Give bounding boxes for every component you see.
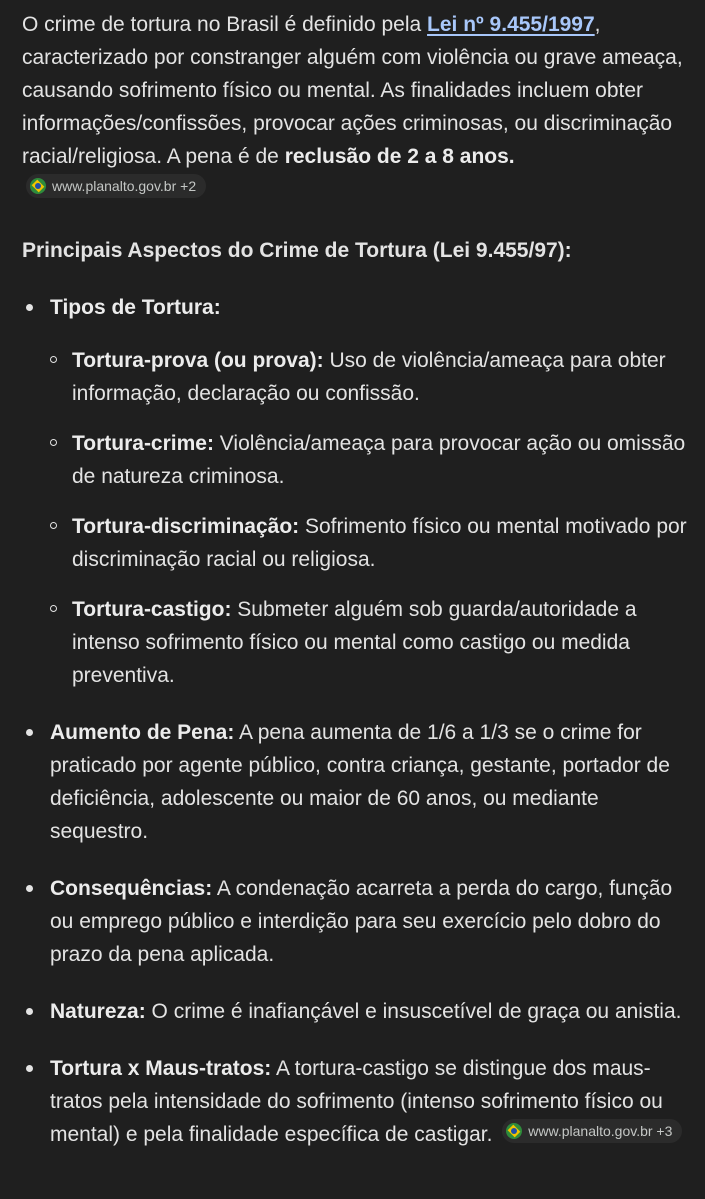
penalty-text: reclusão de 2 a 8 anos. (284, 145, 515, 168)
subitem-label: Tortura-castigo: (72, 598, 232, 621)
item-text: A tortura-castigo se distingue dos maus-tratos pela intensidade do sofrimento (intenso sofrimento físico ou mental) e pela finalidade específica de castigar. (50, 1057, 663, 1146)
subitem-label: Tortura-discriminação: (72, 515, 300, 538)
list-item-natureza (22, 995, 687, 1028)
list-item-aumento (22, 716, 687, 848)
sublist-item (50, 427, 687, 493)
intro-paragraph (22, 8, 687, 206)
aspects-list (22, 291, 687, 1151)
section-title: Principais Aspectos do Crime de Tortura (Lei 9.455/97): (22, 239, 572, 262)
list-item-consequencias (22, 872, 687, 971)
subitem-text: Violência/ameaça para provocar ação ou omissão de natureza criminosa. (72, 432, 686, 488)
brazil-flag-icon (30, 178, 46, 194)
item-label: Tipos de Tortura: (50, 296, 221, 319)
item-text: A condenação acarreta a perda do cargo, função ou emprego público e interdição para seu exercício pelo dobro do prazo da pena aplicada. (50, 877, 673, 966)
subitem-label: Tortura-prova (ou prova): (72, 349, 324, 372)
tipos-sublist (50, 344, 687, 692)
item-label: Natureza: (50, 1000, 146, 1023)
sublist-item (50, 344, 687, 410)
item-label: Aumento de Pena: (50, 721, 235, 744)
item-text: O crime é inafiançável e insuscetível de graça ou anistia. (145, 1000, 682, 1023)
law-link[interactable]: Lei nº 9.455/1997 (427, 13, 595, 36)
item-label: Tortura x Maus-tratos: (50, 1057, 272, 1080)
source-chip[interactable] (502, 1119, 682, 1143)
sublist-item (50, 510, 687, 576)
sublist-item (50, 593, 687, 692)
subitem-text: Uso de violência/ameaça para obter informação, declaração ou confissão. (72, 349, 666, 405)
subitem-text: Sofrimento físico ou mental motivado por discriminação racial ou religiosa. (72, 515, 687, 571)
source-chip-label: www.planalto.gov.br +2 (52, 178, 197, 194)
item-label: Consequências: (50, 877, 213, 900)
list-item-maus-tratos (22, 1052, 687, 1151)
source-chip[interactable] (26, 174, 206, 198)
intro-text-middle: , caracterizado por constranger alguém com violência ou grave ameaça, causando sofrimento físico ou mental. As finalidades incluem obter informações/confissões, provocar ações criminosas, ou discriminação racial/religiosa. A pena é de (22, 13, 683, 168)
intro-text-start: O crime de tortura no Brasil é definido pela (22, 13, 428, 36)
source-chip-label: www.planalto.gov.br +3 (528, 1123, 673, 1139)
list-item-tipos (22, 291, 687, 692)
subitem-label: Tortura-crime: (72, 432, 214, 455)
subitem-text: Submeter alguém sob guarda/autoridade a intenso sofrimento físico ou mental como castigo ou medida preventiva. (72, 598, 637, 687)
item-text: A pena aumenta de 1/6 a 1/3 se o crime for praticado por agente público, contra criança, gestante, portador de deficiência, adolescente ou maior de 60 anos, ou mediante sequestro. (50, 721, 670, 843)
brazil-flag-icon (506, 1123, 522, 1139)
